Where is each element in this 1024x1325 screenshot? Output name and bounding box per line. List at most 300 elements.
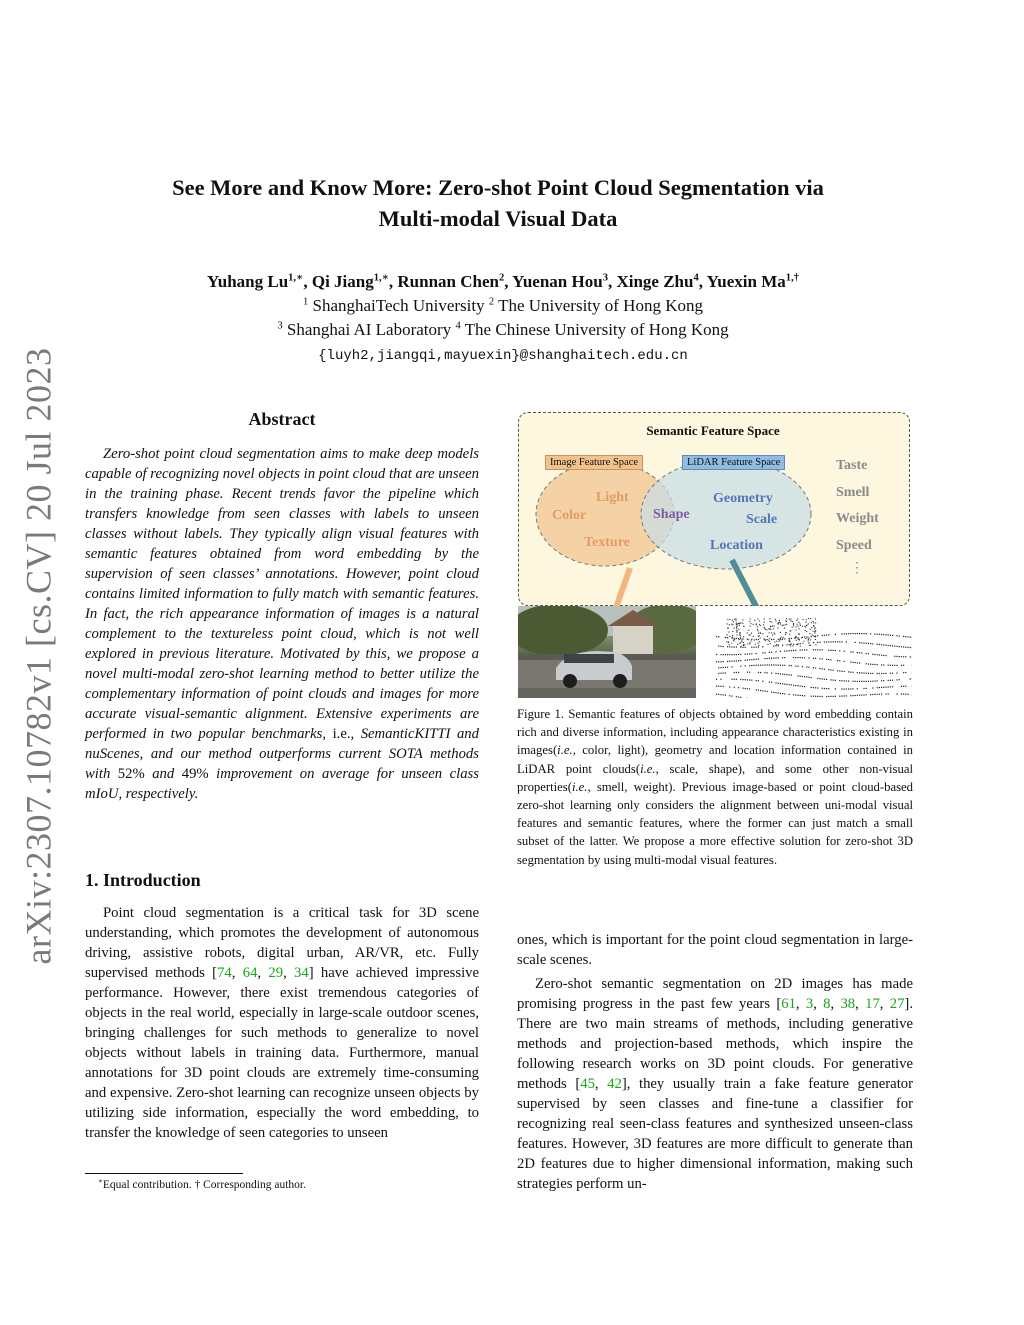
lidar-point [815,668,816,669]
lidar-point [824,669,825,670]
lidar-point [811,627,812,628]
lidar-point [775,682,776,683]
lidar-point [762,690,763,691]
lidar-point [725,667,726,668]
feature-geometry: Geometry [713,491,773,506]
lidar-point [796,630,797,631]
lidar-point [903,656,904,657]
lidar-point [811,622,812,623]
lidar-point [749,621,750,622]
lidar-point [745,654,746,655]
lidar-point [892,680,893,681]
lidar-point [874,681,875,682]
lidar-point [857,672,858,673]
lidar-point [789,674,790,675]
introduction-heading: 1. Introduction [85,870,201,890]
lidar-point [863,633,864,634]
lidar-point [866,643,867,644]
lidar-point [791,643,792,644]
lidar-point [780,651,781,652]
title-line-1: See More and Know More: Zero-shot Point Cloud Segmentation via [172,175,824,200]
lidar-point [795,695,796,696]
lidar-point [727,646,728,647]
lidar-point [769,618,770,619]
lidar-point [756,665,757,666]
affiliation: The Chinese University of Hong Kong [464,320,729,339]
lidar-point [798,633,799,634]
lidar-point [890,635,891,636]
lidar-point [859,681,860,682]
lidar-point [751,665,752,666]
citation-link[interactable]: 45 [580,1076,595,1092]
lidar-point [729,636,730,637]
lidar-point [783,637,784,638]
lidar-point [773,628,774,629]
lidar-point [896,656,897,657]
author-name: Yuhang Lu [207,272,289,291]
lidar-point [798,639,799,640]
lidar-point [866,688,867,689]
lidar-point [778,683,779,684]
lidar-point [767,691,768,692]
lidar-point [837,641,838,642]
lidar-point [742,679,743,680]
lidar-point [791,650,792,651]
lidar-point [819,696,820,697]
lidar-point [896,679,897,680]
abstract-part: Zero-shot point cloud segmentation aims to make deep models capable of recognizing novel objects in point cloud that are unseen in the training phase. Recent trends favor the pipeline which transfers knowledge from seen classes with labels to unseen classes without labels. They typically align visual features with semantic features obtained from word embedding by the supervision of seen classes’ annotations. However, point cloud contains limited information to fully match with semantic features. In fact, the rich appearance information of images is a natural complement to the textureless point cloud, which is not well explored in previous literature. Motivated by this, we propose a novel multi-modal zero-shot learning method to better utilize the complementary information of point clouds and images for more accurate visual-semantic alignment. Extensive experiments are performed in two popular benchmarks, [85,446,479,742]
lidar-point [797,637,798,638]
lidar-point [771,622,772,623]
lidar-point [841,688,842,689]
lidar-point [779,622,780,623]
lidar-point [830,641,831,642]
lidar-point [819,642,820,643]
caption-part: Semantic features of objects obtained by word embedding contain rich and diverse information, including appearance characteristics existing in images( [517,707,913,758]
lidar-point [815,639,816,640]
lidar-point [793,685,794,686]
lidar-point [828,669,829,670]
right-column-body [517,930,913,1194]
lidar-point [734,679,735,680]
lidar-point [802,626,803,627]
caption-ie: i.e. [640,761,656,776]
lidar-point [760,672,761,673]
lidar-point [756,653,757,654]
lidar-point [808,618,809,619]
lidar-point [874,664,875,665]
lidar-point [749,688,750,689]
lidar-point [736,630,737,631]
lidar-point [775,651,776,652]
lidar-point [839,641,840,642]
lidar-point [780,665,781,666]
lidar-point [786,644,787,645]
lidar-point [857,688,858,689]
lidar-point [809,633,810,634]
lidar-point [899,635,900,636]
lidar-point [782,639,783,640]
lidar-point [859,633,860,634]
lidar-point [861,652,862,653]
lidar-point [846,641,847,642]
lidar-point [751,659,752,660]
lidar-point [775,665,776,666]
lidar-point [866,681,867,682]
lidar-point [736,624,737,625]
lidar-point [885,673,886,674]
lidar-point [758,639,759,640]
lidar-point [826,659,827,660]
lidar-point [793,625,794,626]
lidar-point [749,643,750,644]
lidar-point [826,641,827,642]
citation-link[interactable]: 29 [268,965,284,981]
lidar-point [790,646,791,647]
lidar-point [785,634,786,635]
feature-light: Light [596,490,629,505]
lidar-point [872,681,873,682]
lidar-point [841,696,842,697]
citation-link[interactable]: 8 [823,996,831,1012]
abstract-part: , SemanticKITTI and nuScenes, and our method outperforms current SOTA methods with [85,726,479,782]
lidar-point [802,666,803,667]
citation-link[interactable]: 38 [840,996,856,1012]
footnote-text: Equal contribution. † Corresponding author. [102,1179,306,1191]
lidar-point [824,688,825,689]
lidar-point [751,639,752,640]
lidar-point [822,649,823,650]
citation-link[interactable]: 74 [217,965,232,981]
lidar-point [786,618,787,619]
lidar-point [723,661,724,662]
lidar-point [716,636,717,637]
lidar-point [872,673,873,674]
lidar-point [796,620,797,621]
lidar-point [883,680,884,681]
lidar-point [725,637,726,638]
lidar-point [768,628,769,629]
lidar-point [723,646,724,647]
title-line-2: Multi-modal Visual Data [378,206,618,231]
lidar-point [749,653,750,654]
lidar-point [848,671,849,672]
lidar-point [802,676,803,677]
lidar-point [775,621,776,622]
lidar-point [903,636,904,637]
lidar-point [733,640,734,641]
lidar-point [905,636,906,637]
lidar-point [789,640,790,641]
lidar-point [732,620,733,621]
lidar-point [859,663,860,664]
lidar-point [760,633,761,634]
lidar-point [813,621,814,622]
lidar-point [848,681,849,682]
lidar-point [745,679,746,680]
lidar-point [883,634,884,635]
lidar-point [796,644,797,645]
lidar-point [879,673,880,674]
lidar-point [753,659,754,660]
lidar-point [764,658,765,659]
citation-link[interactable]: 42 [607,1076,622,1092]
lidar-point [910,656,911,657]
lidar-point [784,638,785,639]
lidar-point [815,696,816,697]
lidar-point [799,639,800,640]
lidar-point [819,678,820,679]
lidar-point [731,666,732,667]
lidar-point [758,659,759,660]
author-mark: 3 [602,272,608,284]
lidar-point [870,681,871,682]
feature-speed: Speed [836,538,872,553]
lidar-point [795,650,796,651]
lidar-point [795,685,796,686]
lidar-point [868,681,869,682]
abstract-part: and [144,766,182,782]
lidar-point [859,652,860,653]
lidar-point [789,694,790,695]
citation-link[interactable]: 34 [294,965,309,981]
lidar-point [881,644,882,645]
lidar-point [764,627,765,628]
lidar-point [870,694,871,695]
lidar-point [883,665,884,666]
lidar-point [796,640,797,641]
lidar-point [863,681,864,682]
lidar-point [749,665,750,666]
lidar-point [727,667,728,668]
lidar-point [806,676,807,677]
lidar-point [762,665,763,666]
lidar-point [861,695,862,696]
lidar-point [774,642,775,643]
lidar-point [729,695,730,696]
lidar-point [881,680,882,681]
abstract-section [85,409,479,804]
lidar-point [740,679,741,680]
lidar-point [803,641,804,642]
lidar-point [795,657,796,658]
author-mark: 1,† [785,272,799,284]
lidar-point [813,658,814,659]
lidar-point [723,686,724,687]
cite-sep: , [283,965,295,981]
lidar-point [727,637,728,638]
introduction-text [85,903,479,1143]
lidar-point [736,696,737,697]
lidar-point [764,652,765,653]
lidar-point [877,664,878,665]
lidar-point [759,641,760,642]
lidar-point [822,696,823,697]
lidar-point [872,643,873,644]
lidar-point [736,626,737,627]
lidar-point [731,654,732,655]
lidar-point [910,637,911,638]
lidar-point [797,685,798,686]
author-email: {luyh2,jiangqi,mayuexin}@shanghaitech.edu.cn [318,348,688,364]
lidar-point [725,695,726,696]
lidar-point [892,635,893,636]
lidar-point [817,642,818,643]
lidar-point [793,644,794,645]
abstract-text [85,444,479,804]
lidar-point [806,667,807,668]
author-mark: 1,∗ [373,272,389,284]
lidar-point [747,654,748,655]
lidar-point [811,636,812,637]
lidar-point [815,631,816,632]
lidar-point [890,673,891,674]
feature-smell: Smell [836,485,870,500]
lidar-point [866,653,867,654]
lidar-point [885,693,886,694]
lidar-point [800,657,801,658]
lidar-point [720,646,721,647]
lidar-point [813,687,814,688]
lidar-point [846,695,847,696]
lidar-point [740,697,741,698]
lidar-point [758,645,759,646]
lidar-point [764,639,765,640]
lidar-point [899,656,900,657]
lidar-point [901,694,902,695]
lidar-point [734,619,735,620]
lidar-point [771,632,772,633]
lidar-point [716,661,717,662]
footnote-rule [85,1173,243,1174]
lidar-point [835,650,836,651]
lidar-point [822,658,823,659]
lidar-point [784,674,785,675]
lidar-point [756,647,757,648]
lidar-point [866,663,867,664]
lidar-point [759,624,760,625]
lidar-point [780,632,781,633]
lidar-point [910,678,911,679]
lidar-point [738,660,739,661]
fig-box-title: Semantic Feature Space [646,423,780,438]
lidar-point [767,644,768,645]
lidar-point [741,646,742,647]
lidar-point [837,660,838,661]
lidar-point [806,631,807,632]
lidar-point [778,657,779,658]
lidar-point [774,626,775,627]
figure-caption [517,705,913,869]
lidar-point [839,670,840,671]
lidar-point [805,622,806,623]
lidar-point [830,669,831,670]
caption-ie: i.e. [557,743,573,758]
citation-link[interactable]: 27 [889,996,905,1012]
lidar-point [824,679,825,680]
abstract-heading: Abstract [248,409,316,429]
lidar-point [844,671,845,672]
citation-link[interactable]: 17 [865,996,880,1012]
lidar-point [734,687,735,688]
lidar-point [725,654,726,655]
lidar-point [903,672,904,673]
lidar-point [890,686,891,687]
cite-sep: , [830,996,841,1012]
lidar-point [789,684,790,685]
lidar-point [868,663,869,664]
citation-link[interactable]: 64 [242,965,258,981]
lidar-point [773,639,774,640]
lidar-point [720,679,721,680]
lidar-point [747,659,748,660]
lidar-point [852,672,853,673]
lidar-point [857,681,858,682]
lidar-point [786,621,787,622]
lidar-point [883,655,884,656]
lidar-point [738,629,739,630]
lidar-point [756,623,757,624]
lidar-point [885,634,886,635]
lidar-point [899,646,900,647]
lidar-point [736,638,737,639]
lidar-point [762,652,763,653]
lidar-point [795,666,796,667]
lidar-point [830,696,831,697]
lidar-point [745,647,746,648]
lidar-point [814,626,815,627]
lidar-point [885,645,886,646]
lidar-point [822,688,823,689]
cite-sep: , [813,996,824,1012]
lidar-point [782,693,783,694]
lidar-point [877,687,878,688]
lidar-point [803,619,804,620]
lidar-point [892,686,893,687]
lidar-point [808,642,809,643]
lidar-point [870,673,871,674]
lidar-point [763,624,764,625]
lidar-point [797,618,798,619]
lidar-point [727,634,728,635]
lidar-point [837,670,838,671]
lidar-point [773,646,774,647]
lidar-point [756,680,757,681]
lidar-point [811,696,812,697]
lidar-point [774,633,775,634]
lidar-point [805,638,806,639]
lidar-point [888,665,889,666]
lidar-point [809,645,810,646]
lidar-point [885,687,886,688]
lidar-point [743,642,744,643]
lidar-point [874,694,875,695]
lidar-point [743,644,744,645]
lidar-point [736,622,737,623]
lidar-point [800,623,801,624]
lidar-point [799,628,800,629]
lidar-point [750,626,751,627]
author-list: Yuhang $Lu^{1,∗}$, Qi Jiang$^{1,∗}$, Runnan Chen$^2$, Yuenan Hou$^3$, Xinge Zhu$^4$, Yuexin $Ma^{1,\dagger}$ [207,272,799,291]
lidar-point [815,622,816,623]
lidar-point [828,634,829,635]
feature-ellipsis: ⋮ [850,561,864,576]
lidar-point [777,627,778,628]
citation-link[interactable]: 3 [805,996,814,1012]
lidar-point [841,641,842,642]
lidar-point [734,641,735,642]
citation-link[interactable]: 61 [781,996,796,1012]
